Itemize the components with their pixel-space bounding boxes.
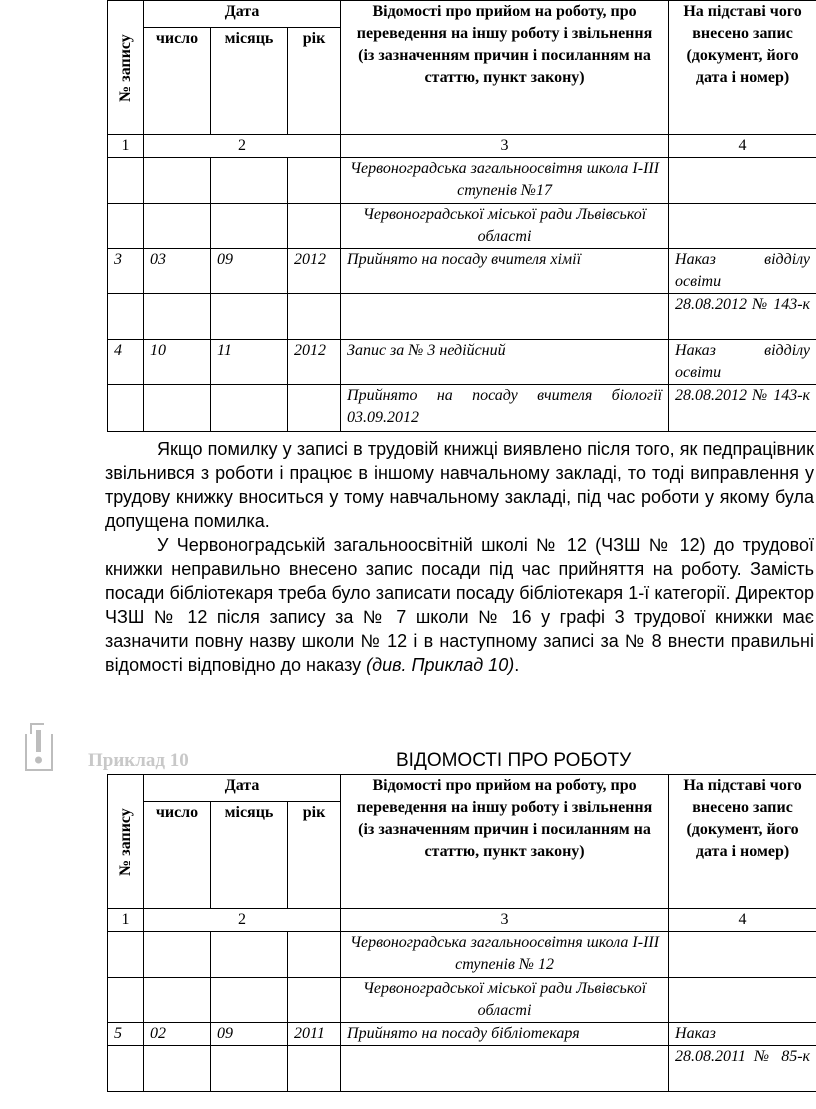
record-year: 2012: [288, 249, 341, 294]
basis-header: На підставі чого внесено запис (документ, його дата і номер): [669, 775, 816, 909]
example-reference: (див. Приклад 10): [366, 655, 515, 675]
table-row: [108, 1046, 816, 1092]
record-month: 11: [211, 340, 288, 385]
work-record-table-2: [107, 774, 816, 1092]
basis-header: На підставі чого внесено запис (документ, його дата і номер): [669, 1, 816, 135]
column-number-1: 1: [108, 909, 144, 932]
record-basis: 28.08.2011 № 85-к: [669, 1046, 816, 1092]
record-day: 02: [144, 1023, 211, 1046]
organization-authority: Червоноградської міської ради Львівської області: [341, 978, 669, 1023]
record-number-header: № запису: [108, 1, 144, 135]
record-year: 2011: [288, 1023, 341, 1046]
record-day: 03: [144, 249, 211, 294]
record-number: 5: [108, 1023, 144, 1046]
record-info: Прийнято на посаду бібліотекаря: [341, 1023, 669, 1046]
record-month: 09: [211, 1023, 288, 1046]
column-number-2: 2: [144, 135, 341, 158]
organization-name: Червоноградська загальноосвітня школа І-ІІІ ступенів №17: [341, 158, 669, 204]
work-record-table-1: [107, 0, 816, 432]
table-row: [108, 1023, 816, 1046]
record-year: 2012: [288, 340, 341, 385]
day-header: число: [144, 28, 211, 135]
record-basis: 28.08.2012 № 143-к: [669, 294, 816, 340]
table-row: [108, 294, 816, 340]
day-header: число: [144, 802, 211, 909]
record-info: Прийнято на посаду вчителя хімії: [341, 249, 669, 294]
date-header: Дата: [144, 775, 341, 802]
column-number-2: 2: [144, 909, 341, 932]
record-month: 09: [211, 249, 288, 294]
record-basis: Наказ відділу освіти: [669, 340, 816, 385]
year-header: рік: [288, 802, 341, 909]
example-label: Приклад 10: [88, 750, 189, 771]
record-day: 10: [144, 340, 211, 385]
record-basis: Наказ відділу освіти: [669, 249, 816, 294]
date-header: Дата: [144, 1, 341, 28]
record-number: 3: [108, 249, 144, 294]
table-row: [108, 385, 816, 432]
paragraph-2: У Червоноградській загальноосвітній школі № 12 (ЧЗШ № 12) до трудової книжки неправильно внесено запис посади під час прийняття на роботу. Замість посади бібліотекаря треба було записати посаду бібліотекаря 1-ї категорії. Директор ЧЗШ № 12 після запису за № 7 школи № 16 у графі 3 трудової книжки має зазначити повну назву школи № 12 і в наступному записі за № 8 внести правильні відомості відповідно до наказу (див. Приклад 10).: [105, 535, 814, 675]
body-text: [105, 437, 814, 677]
column-number-3: 3: [341, 135, 669, 158]
record-number: 4: [108, 340, 144, 385]
table-row: [108, 249, 816, 294]
column-number-3: 3: [341, 909, 669, 932]
section-heading: ВІДОМОСТІ ПРО РОБОТУ: [396, 750, 632, 771]
record-info: Прийнято на посаду вчителя біології 03.09.2012: [341, 385, 669, 432]
document-exclamation-icon: [24, 720, 54, 772]
month-header: місяць: [211, 28, 288, 135]
column-number-1: 1: [108, 135, 144, 158]
year-header: рік: [288, 28, 341, 135]
column-number-4: 4: [669, 135, 816, 158]
column-number-4: 4: [669, 909, 816, 932]
record-info: Запис за № 3 недійсний: [341, 340, 669, 385]
paragraph-1: Якщо помилку у записі в трудовій книжці виявлено після того, як педпрацівник звільнився з роботи і працює в іншому навчальному закладі, то тоді виправлення у трудову книжку вноситься у тому навчальному закладі, під час роботи у якому була допущена помилка.: [105, 439, 814, 531]
record-number-header: № запису: [108, 775, 144, 909]
record-basis: Наказ: [669, 1023, 816, 1046]
info-header: Відомості про прийом на роботу, про переведення на іншу роботу і звільнення (із зазначенням причин і посиланням на статтю, пункт закону): [341, 1, 669, 135]
month-header: місяць: [211, 802, 288, 909]
info-header: Відомості про прийом на роботу, про переведення на іншу роботу і звільнення (із зазначенням причин і посиланням на статтю, пункт закону): [341, 775, 669, 909]
organization-name: Червоноградська загальноосвітня школа І-ІІІ ступенів № 12: [341, 932, 669, 978]
record-basis: 28.08.2012 № 143-к: [669, 385, 816, 432]
organization-authority: Червоноградської міської ради Львівської області: [341, 204, 669, 249]
table-row: [108, 340, 816, 385]
